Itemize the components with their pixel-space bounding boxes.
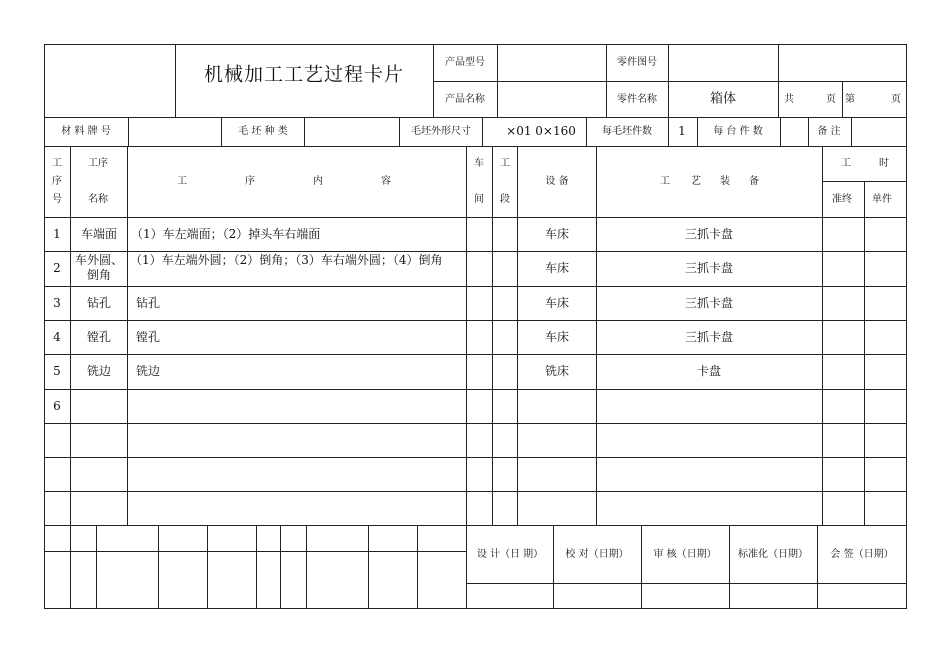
pieces-per-blank-value: 1 xyxy=(678,124,686,138)
signoff-check: 校 对（日期） xyxy=(565,549,629,560)
rule-footer-top xyxy=(44,525,907,526)
col-time-char: 工 xyxy=(841,158,851,169)
rule-header-bottom xyxy=(44,117,907,118)
op-tooling: 三抓卡盘 xyxy=(684,261,734,275)
col-content-char: 工 xyxy=(177,176,187,187)
col-content-char: 序 xyxy=(245,176,255,187)
op-no: 2 xyxy=(53,261,61,275)
op-name: 车外圆、倒角 xyxy=(74,253,123,282)
rule-row-6 xyxy=(44,423,907,424)
material-grade-label: 材 料 牌 号 xyxy=(61,126,111,137)
col-content-char: 内 xyxy=(313,176,323,187)
col-section-char: 工 xyxy=(500,158,510,169)
op-content: 镗孔 xyxy=(136,330,161,344)
rule-row-1 xyxy=(44,251,907,252)
sheet-no-unit: 页 xyxy=(891,94,901,105)
product-name-label: 产品名称 xyxy=(445,94,485,105)
part-name-value: 箱体 xyxy=(709,91,737,107)
sheet-no-label: 第 xyxy=(845,94,855,105)
col-name-bottom: 名称 xyxy=(88,194,108,205)
col-workshop-char: 间 xyxy=(474,194,484,205)
col-tooling-char: 工 xyxy=(660,176,670,187)
col-tooling-char: 装 xyxy=(720,176,730,187)
op-tooling: 三抓卡盘 xyxy=(684,296,734,310)
rule-row-2 xyxy=(44,286,907,287)
blank-dim-value: ×01 0×160 xyxy=(506,124,576,138)
col-tooling-char: 艺 xyxy=(691,176,701,187)
rule-row-5 xyxy=(44,389,907,390)
op-no: 4 xyxy=(53,330,61,344)
col-unit-time: 单件 xyxy=(872,194,892,205)
rule-colhead-bottom xyxy=(44,217,907,218)
col-time-char: 时 xyxy=(879,158,889,169)
signoff-standardize: 标准化（日期） xyxy=(738,549,808,560)
rule-material-bottom xyxy=(44,146,907,147)
pieces-per-blank-label: 每毛坯件数 xyxy=(602,126,652,137)
col-tooling-char: 备 xyxy=(749,176,759,187)
rule-row-8 xyxy=(44,491,907,492)
op-content: 钻孔 xyxy=(136,296,161,310)
op-equipment: 车床 xyxy=(544,330,570,344)
col-seq-char: 号 xyxy=(52,194,62,205)
op-no: 6 xyxy=(53,399,61,413)
rule-row-3 xyxy=(44,320,907,321)
op-name: 镗孔 xyxy=(86,330,112,344)
op-name: 车端面 xyxy=(80,227,118,241)
rule-footer-right-mid xyxy=(466,583,907,584)
total-pages-label: 共 xyxy=(784,94,794,105)
op-equipment: 车床 xyxy=(544,227,570,241)
rule-row-7 xyxy=(44,457,907,458)
col-prep-time: 准终 xyxy=(832,194,852,205)
signoff-design: 设 计（日 期） xyxy=(476,549,544,560)
op-content: （1）车左端外圆；（2）倒角；（3）车右端外圆；（4）倒角 xyxy=(130,253,443,267)
op-tooling: 卡盘 xyxy=(696,364,722,378)
product-model-label: 产品型号 xyxy=(445,57,485,68)
op-no: 1 xyxy=(53,227,61,241)
op-name: 钻孔 xyxy=(86,296,112,310)
op-no: 5 xyxy=(53,364,61,378)
signoff-review: 审 核（日期） xyxy=(653,549,717,560)
rule-footer-left-mid xyxy=(44,551,466,552)
remarks-label: 备 注 xyxy=(817,126,841,137)
op-content: （1）车左端面；（2）掉头车右端面 xyxy=(131,227,321,241)
part-name-label: 零件名称 xyxy=(617,94,657,105)
col-seq-char: 工 xyxy=(52,158,62,169)
blank-dim-label: 毛坯外形尺寸 xyxy=(411,126,471,137)
op-name: 铣边 xyxy=(86,364,112,378)
col-workshop-char: 车 xyxy=(474,158,484,169)
card-title: 机械加工工艺过程卡片 xyxy=(203,63,405,86)
part-drawing-no-label: 零件图号 xyxy=(617,57,657,68)
rule-row-4 xyxy=(44,354,907,355)
op-tooling: 三抓卡盘 xyxy=(684,227,734,241)
rule-right xyxy=(906,44,907,609)
rule-bottom xyxy=(44,608,907,609)
col-content-char: 容 xyxy=(381,176,391,187)
rule-header-mid xyxy=(433,81,907,82)
col-name-top: 工序 xyxy=(88,158,108,169)
op-no: 3 xyxy=(53,296,61,310)
per-unit-label: 每 台 件 数 xyxy=(713,126,763,137)
op-content: 铣边 xyxy=(136,364,161,378)
rule-left xyxy=(44,44,45,609)
total-pages-unit: 页 xyxy=(826,94,836,105)
col-equipment: 设 备 xyxy=(545,176,569,187)
col-section-char: 段 xyxy=(500,194,510,205)
op-tooling: 三抓卡盘 xyxy=(684,330,734,344)
op-equipment: 车床 xyxy=(544,296,570,310)
blank-type-label: 毛 坯 种 类 xyxy=(238,126,288,137)
op-equipment: 铣床 xyxy=(544,364,570,378)
col-seq-char: 序 xyxy=(52,176,62,187)
op-equipment: 车床 xyxy=(544,261,570,275)
signoff-countersign: 会 签（日期） xyxy=(830,549,894,560)
